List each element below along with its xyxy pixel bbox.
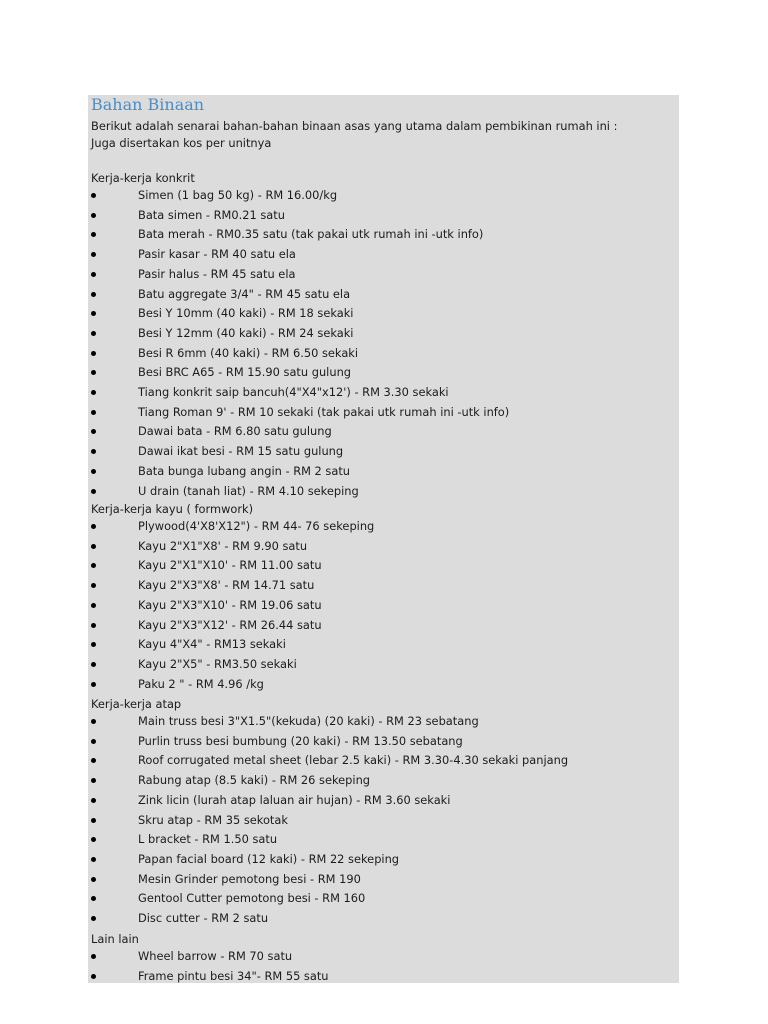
bullet-icon — [91, 778, 96, 783]
bullet-icon — [91, 877, 96, 882]
bullet-icon — [91, 193, 96, 198]
section-heading: Kerja-kerja kayu ( formwork) — [91, 502, 254, 516]
bullet-icon — [91, 642, 96, 647]
bullet-icon — [91, 837, 96, 842]
bullet-icon — [91, 682, 96, 687]
bullet-icon — [91, 213, 96, 218]
list-item-text: Dawai ikat besi - RM 15 satu gulung — [138, 444, 344, 459]
bullet-icon — [91, 583, 96, 588]
list-item-text: Bata simen - RM0.21 satu — [138, 207, 285, 222]
section-heading: Lain lain — [91, 932, 139, 946]
list-item-text: Zink licin (lurah atap laluan air hujan) - RM 3.60 sekaki — [138, 792, 451, 807]
bullet-icon — [91, 489, 96, 494]
list-item-text: Rabung atap (8.5 kaki) - RM 26 sekeping — [138, 773, 371, 788]
bullet-icon — [91, 818, 96, 823]
list-item-text: Pasir halus - RM 45 satu ela — [138, 266, 296, 281]
list-item-text: Mesin Grinder pemotong besi - RM 190 — [138, 871, 361, 886]
bullet-icon — [91, 232, 96, 237]
bullet-icon — [91, 739, 96, 744]
bullet-icon — [91, 719, 96, 724]
bullet-icon — [91, 916, 96, 921]
list-item-text: Batu aggregate 3/4" - RM 45 satu ela — [138, 286, 351, 301]
bullet-icon — [91, 331, 96, 336]
bullet-icon — [91, 390, 96, 395]
section-heading: Kerja-kerja konkrit — [91, 171, 195, 185]
bullet-icon — [91, 603, 96, 608]
section-heading: Kerja-kerja atap — [91, 697, 182, 711]
list-item-text: Kayu 2"X3"X12' - RM 26.44 satu — [138, 617, 322, 632]
bullet-icon — [91, 662, 96, 667]
list-item-text: Frame pintu besi 34"- RM 55 satu — [138, 968, 329, 983]
list-item-text: Kayu 4"X4" - RM13 sekaki — [138, 637, 286, 652]
list-item-text: Simen (1 bag 50 kg) - RM 16.00/kg — [138, 188, 338, 202]
bullet-icon — [91, 351, 96, 356]
list-item-text: Purlin truss besi bumbung (20 kaki) - RM 13.50 sebatang — [138, 733, 463, 748]
bullet-icon — [91, 974, 96, 979]
list-item-text: U drain (tanah liat) - RM 4.10 sekeping — [138, 483, 359, 498]
list-item-text: Bata bunga lubang angin - RM 2 satu — [138, 463, 351, 478]
bullet-icon — [91, 954, 96, 959]
list-item-text: Besi BRC A65 - RM 15.90 satu gulung — [138, 365, 352, 380]
list-item-text: Roof corrugated metal sheet (lebar 2.5 kaki) - RM 3.30-4.30 sekaki panjang — [138, 753, 569, 768]
intro-line-1: Berikut adalah senarai bahan-bahan binaan asas yang utama dalam pembikinan rumah ini : — [91, 119, 618, 133]
bullet-icon — [91, 798, 96, 803]
bullet-icon — [91, 758, 96, 763]
bullet-icon — [91, 623, 96, 628]
list-item-text: Skru atap - RM 35 sekotak — [138, 812, 288, 827]
bullet-icon — [91, 311, 96, 316]
list-item-text: Disc cutter - RM 2 satu — [138, 911, 269, 925]
list-item-text: Kayu 2"X3"X10' - RM 19.06 satu — [138, 597, 322, 612]
bullet-icon — [91, 272, 96, 277]
list-item-text: Tiang Roman 9' - RM 10 sekaki (tak pakai utk rumah ini -utk info) — [138, 404, 510, 419]
list-item-text: Besi Y 12mm (40 kaki) - RM 24 sekaki — [138, 325, 354, 340]
list-item-text: Tiang konkrit saip bancuh(4"X4"x12') - RM 3.30 sekaki — [138, 385, 449, 399]
list-item-text: Bata merah - RM0.35 satu (tak pakai utk rumah ini -utk info) — [138, 227, 484, 242]
list-item-text: Dawai bata - RM 6.80 satu gulung — [138, 424, 332, 439]
bullet-icon — [91, 449, 96, 454]
bullet-icon — [91, 429, 96, 434]
bullet-icon — [91, 469, 96, 474]
list-item-text: Plywood(4'X8'X12") - RM 44- 76 sekeping — [138, 519, 375, 533]
bullet-icon — [91, 252, 96, 257]
page-title: Bahan Binaan — [91, 95, 205, 114]
list-item-text: Papan facial board (12 kaki) - RM 22 sekeping — [138, 851, 400, 866]
intro-line-2: Juga disertakan kos per unitnya — [91, 136, 272, 150]
document-panel — [88, 95, 679, 983]
list-item-text: Pasir kasar - RM 40 satu ela — [138, 247, 296, 262]
list-item-text: Besi Y 10mm (40 kaki) - RM 18 sekaki — [138, 306, 354, 321]
bullet-icon — [91, 563, 96, 568]
bullet-icon — [91, 410, 96, 415]
list-item-text: Kayu 2"X1"X8' - RM 9.90 satu — [138, 538, 308, 553]
bullet-icon — [91, 857, 96, 862]
list-item-text: L bracket - RM 1.50 satu — [138, 832, 278, 847]
list-item-text: Kayu 2"X5" - RM3.50 sekaki — [138, 656, 297, 671]
list-item-text: Main truss besi 3"X1.5"(kekuda) (20 kaki) - RM 23 sebatang — [138, 714, 479, 728]
bullet-icon — [91, 292, 96, 297]
list-item-text: Kayu 2"X1"X10' - RM 11.00 satu — [138, 558, 322, 573]
bullet-icon — [91, 370, 96, 375]
bullet-icon — [91, 544, 96, 549]
list-item-text: Paku 2 " - RM 4.96 /kg — [138, 676, 264, 691]
list-item-text: Kayu 2"X3"X8' - RM 14.71 satu — [138, 578, 315, 593]
list-item-text: Besi R 6mm (40 kaki) - RM 6.50 sekaki — [138, 345, 359, 360]
list-item-text: Gentool Cutter pemotong besi - RM 160 — [138, 891, 366, 906]
bullet-icon — [91, 524, 96, 529]
bullet-icon — [91, 896, 96, 901]
list-item-text: Wheel barrow - RM 70 satu — [138, 949, 293, 963]
